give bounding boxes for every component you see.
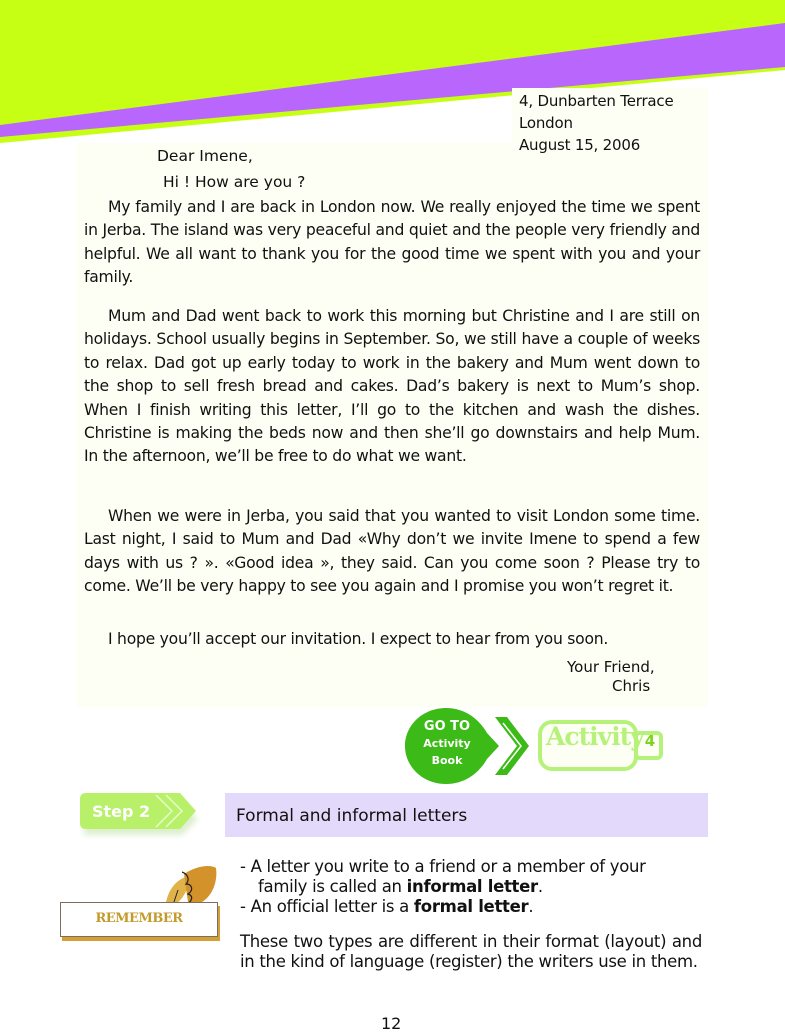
letter-signoff bbox=[567, 658, 655, 696]
remember-item-1-continued bbox=[240, 877, 702, 897]
remember-item-2 bbox=[240, 897, 702, 917]
address-line-1: 4, Dunbarten Terrace bbox=[519, 92, 674, 110]
section-title: Formal and informal letters bbox=[236, 806, 468, 826]
go-to-line-3: Book bbox=[431, 754, 463, 767]
step-label: Step 2 bbox=[92, 802, 151, 821]
closing: Your Friend, bbox=[567, 658, 655, 676]
double-chevron-right-icon bbox=[495, 717, 529, 775]
remember-note: These two types are different in their format (layout) and in the kind of language (register) the writers use in them. bbox=[240, 932, 702, 971]
remember-item-1 bbox=[240, 857, 702, 877]
item-punct: . bbox=[537, 877, 543, 896]
letter-greeting: Hi ! How are you ? bbox=[163, 173, 306, 191]
letter-paragraph-2 bbox=[84, 305, 700, 469]
go-to-line-1: GO TO bbox=[423, 719, 471, 734]
activity-number: 4 bbox=[644, 732, 656, 750]
section-header bbox=[225, 793, 708, 837]
remember-label-box bbox=[60, 902, 218, 937]
letter-paragraph-3 bbox=[84, 505, 700, 599]
activity-label: Activity bbox=[546, 722, 644, 751]
item-text: family is called an bbox=[258, 877, 407, 896]
letter-salutation: Dear Imene, bbox=[157, 147, 253, 165]
go-to-label bbox=[405, 718, 489, 769]
remember-label: REMEMBER bbox=[95, 911, 183, 926]
sender-address bbox=[512, 88, 708, 158]
paragraph-text: I hope you’ll accept our invitation. I expect to hear from you soon. bbox=[108, 630, 609, 648]
address-line-2: London bbox=[519, 114, 573, 132]
remember-list bbox=[240, 857, 702, 917]
term-formal-letter: formal letter bbox=[413, 897, 529, 916]
signature: Chris bbox=[612, 677, 651, 695]
go-to-line-2: Activity bbox=[423, 737, 471, 750]
item-punct: . bbox=[528, 897, 534, 916]
letter-paragraph-4 bbox=[84, 628, 700, 651]
letter-date: August 15, 2006 bbox=[519, 136, 641, 154]
paragraph-text: My family and I are back in London now. We really enjoyed the time we spent in Jerba. The island was very peaceful and quiet and the people very friendly and helpful. We all want to thank you for the good time we spent with you and your family. bbox=[84, 198, 700, 287]
page-number: 12 bbox=[381, 1014, 402, 1033]
term-informal-letter: informal letter bbox=[406, 877, 538, 896]
item-text: - An official letter is a bbox=[240, 897, 414, 916]
item-text: - A letter you write to a friend or a member of your bbox=[240, 857, 646, 876]
paragraph-text: Mum and Dad went back to work this morning but Christine and I are still on holidays. School usually begins in September. So, we still have a couple of weeks to relax. Dad got up early today to work in the bakery and Mum went down to the shop to sell fresh bread and cakes. Dad’s bakery is next to Mum’s shop. When I finish writing this letter, I’ll go to the kitchen and wash the dishes. Christine is making the beds now and then she’ll go downstairs and help Mum. In the afternoon, we’ll be free to do what we want. bbox=[84, 307, 700, 466]
paragraph-text: When we were in Jerba, you said that you wanted to visit London some time. Last night, I said to Mum and Dad «Why don’t we invite Imene to spend a few days with us ? ». «Good idea », they said. Can you come soon ? Please try to come. We’ll be very happy to see you again and I promise you won’t regret it. bbox=[84, 507, 700, 596]
step-badge bbox=[78, 791, 208, 851]
letter-paragraph-1 bbox=[84, 196, 700, 290]
